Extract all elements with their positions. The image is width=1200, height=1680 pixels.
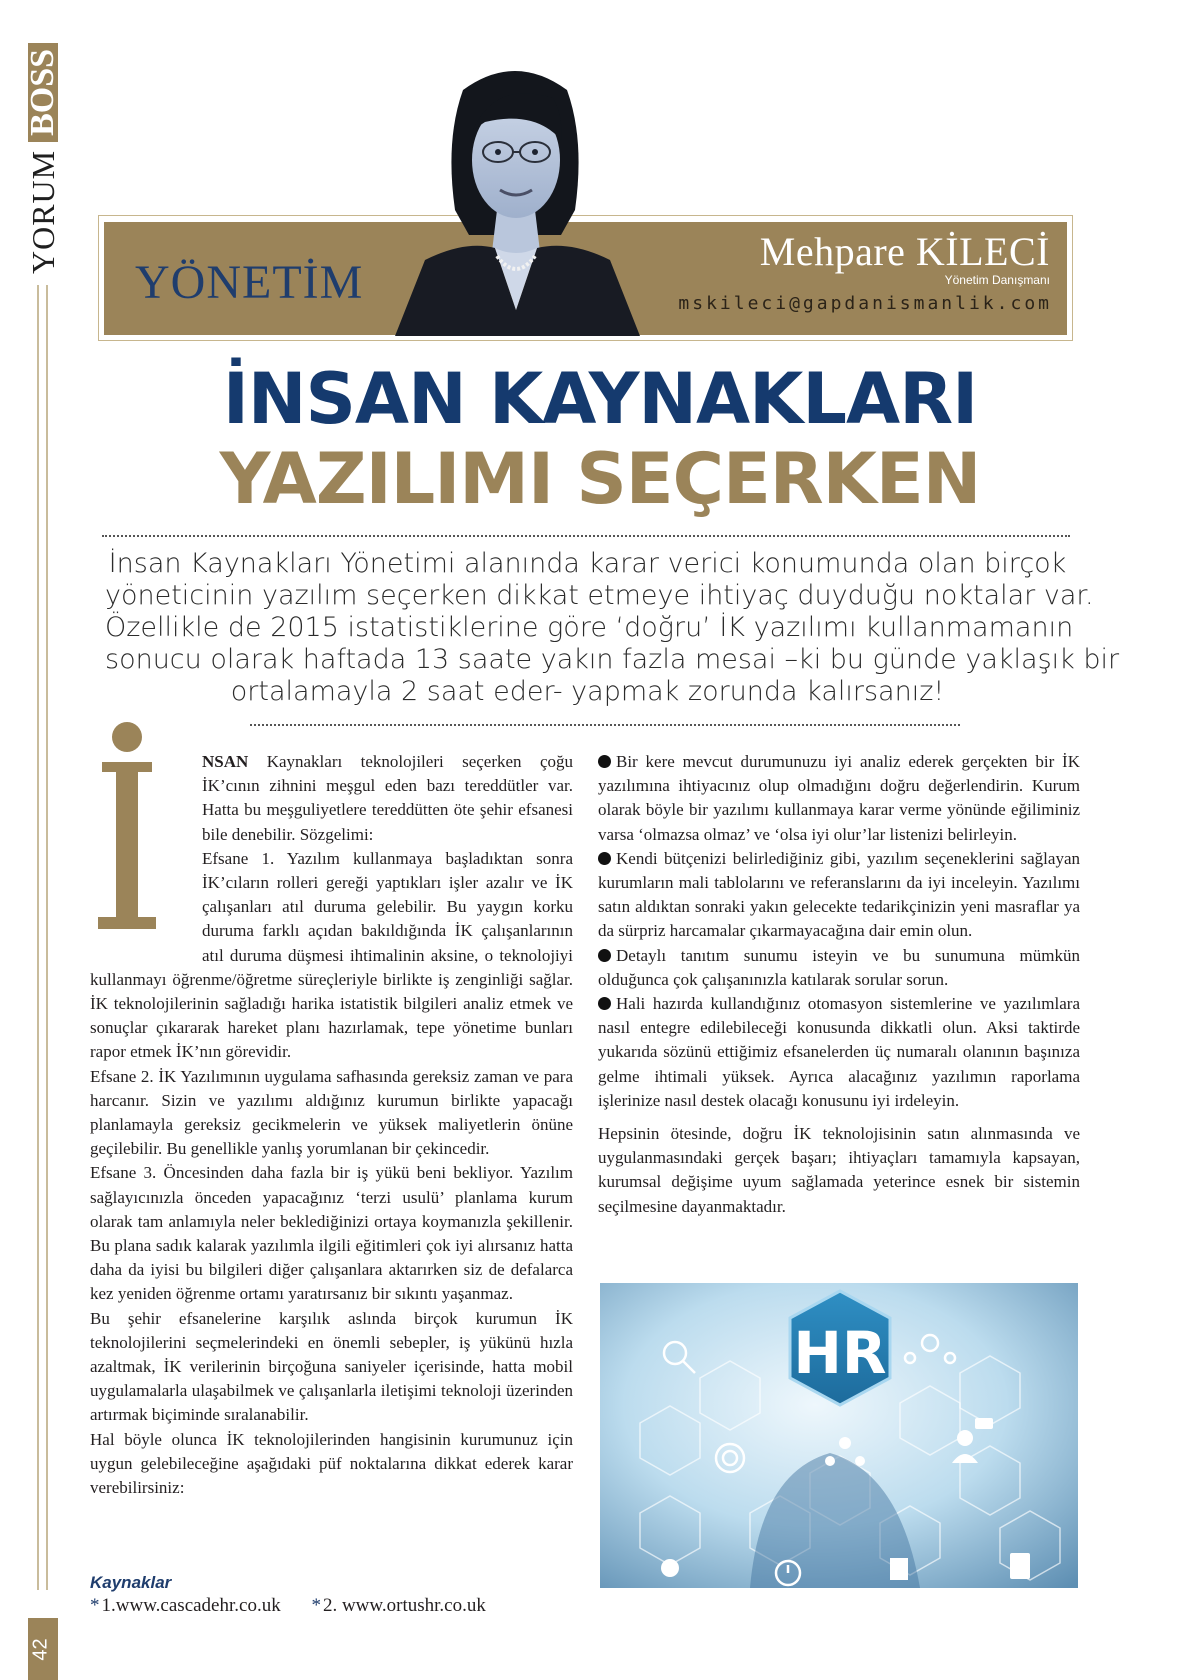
article-column-right: [598, 750, 1080, 1219]
author-role: Yönetim Danışmanı: [944, 273, 1050, 287]
author-email[interactable]: mskileci@gapdanismanlik.com: [678, 293, 1052, 314]
intro-text: Kaynakları teknolojileri seçerken çoğu İK’cının zihnini meşgul eden bazı tereddütler var. Hatta bu meşguliyetlere tereddütten öte şehir efsanesi bile denebilir. Sözgelimi:: [202, 752, 573, 844]
lead-line: sonucu olarak haftada 13 saate yakın fazla mesai –ki bu günde yaklaşık bir: [105, 644, 1120, 675]
sources-title: Kaynaklar: [90, 1573, 172, 1592]
section-label: [24, 0, 61, 280]
magazine-name: BOSS: [28, 43, 58, 142]
article-title-line-1: İNSAN KAYNAKLARI: [222, 358, 978, 440]
asterisk-icon: *: [311, 1595, 321, 1616]
lead-line: Özellikle de 2015 istatistiklerine göre ‘doğru’ İK yazılımı kullanmamanın: [105, 612, 1074, 643]
lead-paragraph: [105, 548, 1120, 708]
section-name: YORUM: [24, 149, 61, 274]
dotted-divider: [102, 535, 1070, 537]
bullet-icon: [598, 755, 611, 768]
myth-1: Efsane 1. Yazılım kullanmaya başladıktan sonra İK’cıların rolleri gereği yaptıkları işler azalır ve İK çalışanları atıl duruma gelebilir. Bu yaygın korku duruma farklı açıdan bakıldığında İK çalışanlarının atıl duruma düşmesi ihtimalinin aksine, o teknolojiyi kullanmayı öğrenme/öğretme süreçleriyle birlikte iş zenginliği sağlar. İK teknolojilerinin sağladığı harika istatistik bilgileri analiz etmek ve sonuçlar çıkararak hareket planı hazırlamak, tepe yönetime bunları rapor etmek İK’nın görevidir.: [90, 848, 573, 1062]
myth-3: Efsane 3. Öncesinden daha fazla bir iş yükü beni bekliyor. Yazılım sağlayıcınızla önceden yapacağınız ‘terzi usulü’ planlama kurum olarak tam anlamıyla neler beklediğinizi ortaya koymanızla şekillenir. Bu plana sadık kalarak yazılımla ilgili eğitimleri çok iyi alırsanız hatta daha da iyisi bu bilgileri diğer çalışanlara aktarırken siz de defalarca kez yeniden öğrenme ortamı yaratırsanız bir sıkıntı yaşanmaz.: [90, 1163, 573, 1304]
intro-bold: NSAN: [202, 752, 249, 771]
bullet-icon: [598, 997, 611, 1010]
tip-item: Kendi bütçenizi belirlediğiniz gibi, yazılım seçeneklerini sağlayan kurumların mali tablolarını ve referanslarını da iyi inceleyin. Yazılımı satın aldıktan sonraki yakın gelecekte tedarikçinizin yeni masraflar ya da sürpriz harcamalar çıkarmayacağına dair emin olun.: [598, 848, 1080, 941]
lead-line: İnsan Kaynakları Yönetimi alanında karar verici konumunda olan birçok: [108, 548, 1067, 579]
column-title: YÖNETİM: [135, 256, 364, 309]
asterisk-icon: *: [90, 1595, 100, 1616]
sources-list: [90, 1595, 590, 1617]
myth-2: Efsane 2. İK Yazılımının uygulama safhasında gereksiz zaman ve para harcanır. Sizin ve yazılımı aldığınız kurumun birlikte yapacağı planlamayla gereksiz gecikmelerin ve yüksek maliyetlerin önüne geçilebilir. Bu genellikle yanlış yorumlanan bir çekincedir.: [90, 1066, 573, 1159]
body-paragraph: Bu şehir efsanelerine karşılık aslında birçok kurumun İK teknolojilerini seçmelerindeki en önemli sebepler, iş yükünü hızla azaltmak, İK verilerinin birçoğuna saniyeler içerisinde, hatta mobil uygulamalarla ulaşabilmek ve çalışanlarla iletişimi teknoloji üzerinden artırmak biçiminde sıralanabilir.: [90, 1308, 573, 1425]
tip-item: Detaylı tanıtım sunumu isteyin ve bu sunumuna mümkün olduğunca çok çalışanınızla katılarak sorular sorun.: [598, 945, 1080, 989]
page-number: 42: [29, 1638, 52, 1661]
source-link[interactable]: 2. www.ortushr.co.uk: [322, 1595, 486, 1616]
bullet-icon: [598, 949, 611, 962]
closing-paragraph: Hepsinin ötesinde, doğru İK teknolojisinin satın alınmasında ve uygulanmasındaki gerçek başarı; ihtiyaçları tamamıyla kapsayan, kurumsal değişime uyum sağlamada yeterince esnek bir sistemin seçilmesine dayanmaktadır.: [598, 1124, 1080, 1216]
article-column-left: [90, 750, 573, 1500]
lead-line: ortalamayla 2 saat eder- yapmak zorunda kalırsanız!: [230, 676, 945, 707]
intro-paragraph: [90, 750, 573, 847]
hr-illustration: [600, 1283, 1078, 1588]
article-title-line-2: YAZILIMI SEÇERKEN: [219, 438, 981, 520]
author-portrait: [385, 60, 650, 336]
author-name: Mehpare KİLECİ: [759, 229, 1050, 274]
page-number-box: [28, 1618, 58, 1680]
sources: [90, 1573, 590, 1617]
lead-line: yöneticinin yazılım seçerken dikkat etmeye ihtiyaç duyduğu noktalar var.: [105, 580, 1094, 611]
body-paragraph: Hal böyle olunca İK teknolojilerinden hangisinin kurumunuz için uygun gelebileceğine aşağıdaki püf noktalarına dikkat ederek karar verebilirsiniz:: [90, 1429, 573, 1498]
source-link[interactable]: 1.www.cascadehr.co.uk: [101, 1595, 281, 1616]
tip-item: Hali hazırda kullandığınız otomasyon sistemlerine ve yazılımlara nasıl entegre edilebileceği konusunda dikkatli olun. Aksi taktirde yukarıda sözünü ettiğimiz efsanelerden üç numaralı olanının başınıza gelme ihtimali yüksek. Ayrıca alacağınız yazılımın raporlama işlerinize nasıl destek olacağı konusunu iyi irdeleyin.: [598, 994, 1080, 1110]
dotted-divider: [250, 724, 960, 726]
hr-label: HR: [793, 1319, 887, 1387]
bullet-icon: [598, 852, 611, 865]
tip-item: Bir kere mevcut durumunuzu iyi analiz ederek gerçekten bir İK yazılımına ihtiyacınız olup olmadığını doğru değerlendirin. Kurum olarak böyle bir yazılımı kullanmaya karar verme yönünde eğiliminiz varsa ‘olmazsa olmaz’ ve ‘olsa iyi olur’lar listenizi belirleyin.: [598, 752, 1080, 844]
